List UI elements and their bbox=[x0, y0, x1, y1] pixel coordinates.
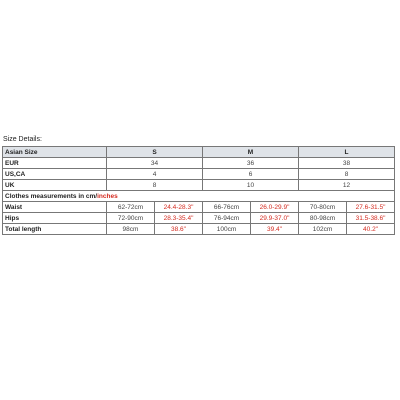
table-cell: 8 bbox=[299, 169, 395, 180]
row-label: EUR bbox=[3, 158, 107, 169]
table-cell: 10 bbox=[203, 180, 299, 191]
table-cell-inches: 29.9-37.0" bbox=[251, 213, 299, 224]
header-label: Asian Size bbox=[3, 147, 107, 158]
table-cell-inches: 38.6" bbox=[155, 224, 203, 235]
table-cell: 70-80cm bbox=[299, 202, 347, 213]
table-cell: 62-72cm bbox=[107, 202, 155, 213]
size-table bbox=[2, 146, 395, 235]
table-cell: 66-76cm bbox=[203, 202, 251, 213]
row-label: US,CA bbox=[3, 169, 107, 180]
table-cell: 80-98cm bbox=[299, 213, 347, 224]
header-size-m: M bbox=[203, 147, 299, 158]
table-cell-inches: 26.0-29.9" bbox=[251, 202, 299, 213]
table-cell-inches: 24.4-28.3" bbox=[155, 202, 203, 213]
table-cell: 102cm bbox=[299, 224, 347, 235]
table-cell: 38 bbox=[299, 158, 395, 169]
table-row-hips bbox=[3, 213, 395, 224]
row-label: Waist bbox=[3, 202, 107, 213]
size-chart bbox=[2, 136, 398, 235]
table-cell-inches: 39.4" bbox=[251, 224, 299, 235]
table-row-waist bbox=[3, 202, 395, 213]
table-cell: 4 bbox=[107, 169, 203, 180]
table-cell: 100cm bbox=[203, 224, 251, 235]
table-cell: 34 bbox=[107, 158, 203, 169]
size-details-caption: Size Details: bbox=[3, 136, 42, 143]
row-label: Hips bbox=[3, 213, 107, 224]
table-row-total-length bbox=[3, 224, 395, 235]
table-cell-inches: 28.3-35.4" bbox=[155, 213, 203, 224]
section-heading bbox=[3, 191, 395, 202]
section-heading-inches: inches bbox=[97, 192, 118, 200]
row-label: UK bbox=[3, 180, 107, 191]
table-row-us-ca bbox=[3, 169, 395, 180]
table-row-uk bbox=[3, 180, 395, 191]
table-cell: 8 bbox=[107, 180, 203, 191]
measurements-section-row bbox=[3, 191, 395, 202]
table-cell: 98cm bbox=[107, 224, 155, 235]
table-cell: 36 bbox=[203, 158, 299, 169]
header-size-s: S bbox=[107, 147, 203, 158]
table-row-eur bbox=[3, 158, 395, 169]
table-cell: 6 bbox=[203, 169, 299, 180]
table-cell: 72-90cm bbox=[107, 213, 155, 224]
section-heading-text: Clothes measurements in cm/ bbox=[5, 192, 98, 200]
table-cell-inches: 40.2" bbox=[347, 224, 395, 235]
table-cell: 76-94cm bbox=[203, 213, 251, 224]
table-cell: 12 bbox=[299, 180, 395, 191]
table-header-row bbox=[3, 147, 395, 158]
row-label: Total length bbox=[3, 224, 107, 235]
table-cell-inches: 31.5-38.6" bbox=[347, 213, 395, 224]
header-size-l: L bbox=[299, 147, 395, 158]
table-cell-inches: 27.6-31.5" bbox=[347, 202, 395, 213]
